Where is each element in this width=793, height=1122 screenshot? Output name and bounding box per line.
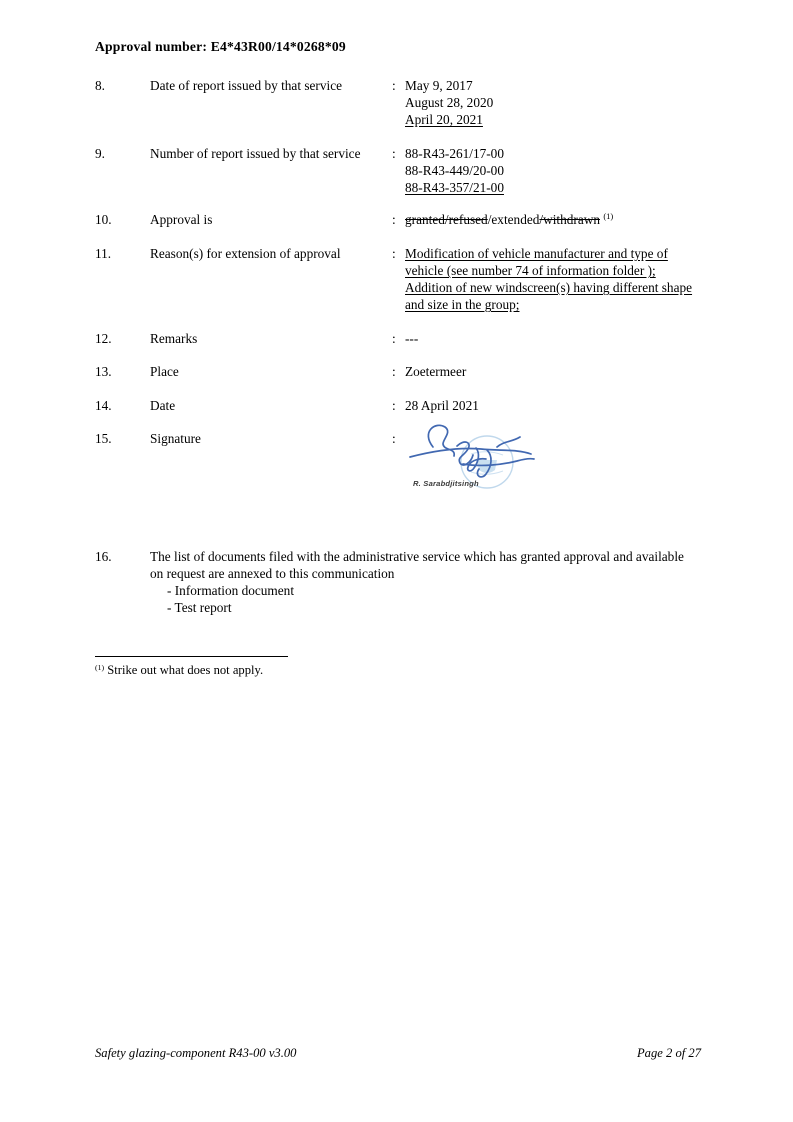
report-number-line: 88-R43-261/17-00 (405, 146, 504, 161)
item-label: Date of report issued by that service (150, 78, 342, 93)
footnote (95, 662, 263, 680)
footer-document-id: Safety glazing-component R43-00 v3.00 (95, 1046, 297, 1060)
report-date-line-underlined: April 20, 2021 (405, 112, 483, 127)
item-9-row (95, 145, 705, 196)
item-number: 14. (95, 398, 112, 413)
item-14-row (95, 397, 705, 414)
item-label: Date (150, 398, 176, 413)
item-value (405, 145, 700, 196)
item-15-row (95, 430, 705, 447)
approval-number-heading: Approval number: E4*43R00/14*0268*09 (95, 39, 346, 54)
item-number: 13. (95, 364, 112, 379)
colon-separator: : (392, 146, 396, 161)
signatory-name: R. Sarabdjitsingh (413, 479, 479, 488)
struck-option: /withdrawn (539, 212, 600, 227)
item-12-row (95, 330, 705, 347)
item-label: Number of report issued by that service (150, 146, 361, 161)
item-11-row (95, 245, 705, 313)
footnote-text: Strike out what does not apply. (104, 663, 264, 677)
footer-page-number: Page 2 of 27 (636, 1046, 701, 1060)
item-number: 15. (95, 431, 112, 446)
colon-separator: : (392, 398, 396, 413)
report-number-line: 88-R43-449/20-00 (405, 163, 504, 178)
item-number: 9. (95, 146, 105, 161)
item-label: Place (150, 364, 179, 379)
colon-separator: : (392, 364, 396, 379)
report-number-line-underlined: 88-R43-357/21-00 (405, 180, 504, 195)
item-label: Remarks (150, 331, 198, 346)
remarks-value: --- (405, 331, 419, 346)
item-number: 16. (95, 549, 112, 564)
documents-list-text: The list of documents filed with the administrative service which has granted approval and available on request are annexed to this communication (150, 549, 684, 581)
item-label: Signature (150, 431, 201, 446)
footnote-reference: (1) (603, 211, 614, 221)
page-footer (95, 1045, 701, 1062)
annexed-document-item: - Information document (167, 583, 295, 598)
colon-separator: : (392, 246, 396, 261)
ink-strokes-icon (410, 425, 534, 477)
documents-list-block (150, 548, 698, 616)
struck-option: granted/refused (405, 212, 488, 227)
item-label: Approval is (150, 212, 213, 227)
colon-separator: : (392, 331, 396, 346)
kept-option: /extended (487, 212, 540, 227)
item-number: 8. (95, 78, 105, 93)
annexed-document-item: - Test report (167, 600, 232, 615)
item-number: 12. (95, 331, 112, 346)
item-16-row (95, 548, 735, 616)
colon-separator: : (392, 78, 396, 93)
date-value: 28 April 2021 (405, 398, 479, 413)
colon-separator: : (392, 212, 396, 227)
extension-reason-value: Modification of vehicle manufacturer and type of vehicle (see number 74 of information folder ); Addition of new windscreen(s) having different shape and size in the group; (405, 246, 693, 312)
footnote-ref-marker: (1) (95, 663, 105, 672)
item-number: 11. (95, 246, 112, 261)
item-label: Reason(s) for extension of approval (150, 246, 341, 261)
item-value (405, 77, 700, 128)
item-10-row (95, 211, 705, 230)
report-date-line: August 28, 2020 (405, 95, 494, 110)
item-13-row (95, 363, 705, 380)
item-number: 10. (95, 212, 112, 227)
footnote-divider (95, 656, 288, 657)
approval-status-value (405, 211, 700, 230)
report-date-line: May 9, 2017 (405, 78, 473, 93)
colon-separator: : (392, 431, 396, 446)
place-value: Zoetermeer (405, 364, 467, 379)
item-8-row (95, 77, 705, 128)
